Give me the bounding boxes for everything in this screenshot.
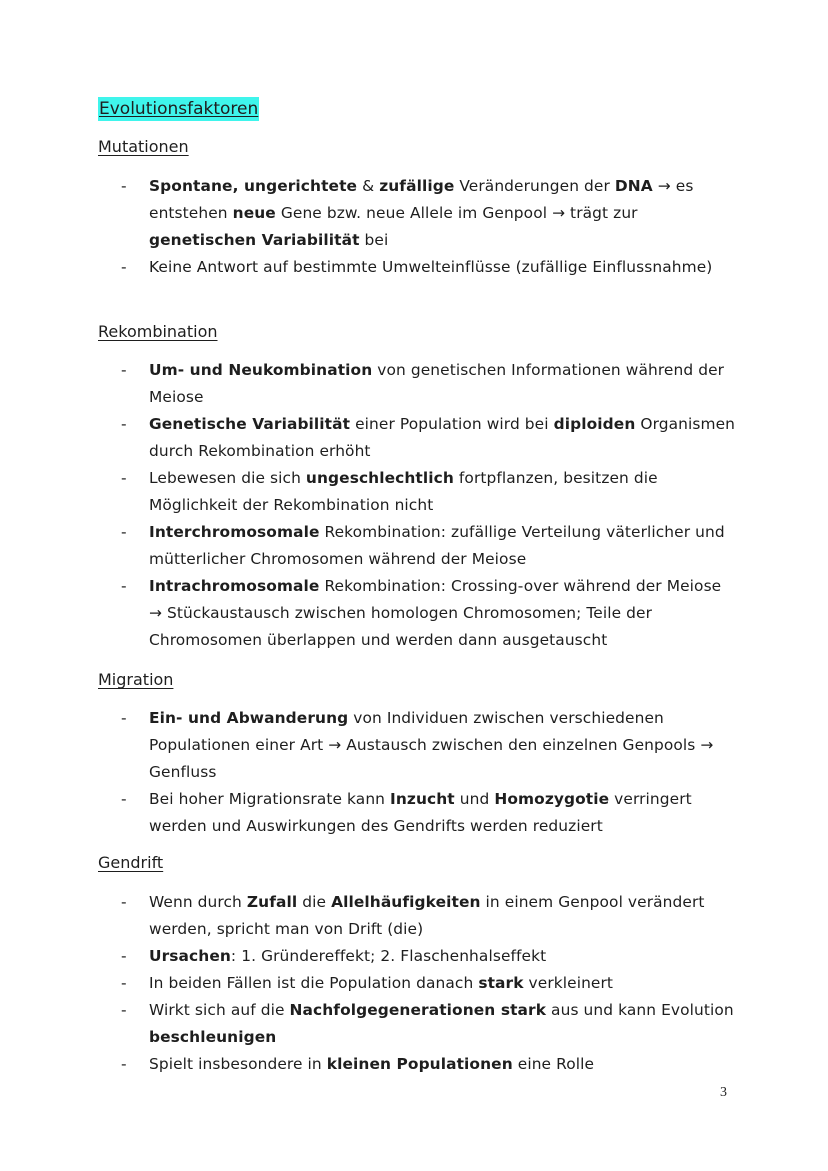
text-segment: : 1. Gründereffekt; 2. Flaschenhalseffekt bbox=[230, 947, 547, 965]
bullet-item bbox=[98, 173, 738, 254]
text-segment: Rekombination: zufällige Verteilung väterlicher und mütterlicher Chromosomen während der Meiose bbox=[149, 523, 725, 568]
text-segment: Wirkt sich auf die bbox=[149, 1001, 290, 1019]
bold-text: Inzucht bbox=[390, 790, 455, 808]
bold-text: Um- und Neukombination bbox=[149, 361, 373, 379]
text-segment: Wenn durch bbox=[149, 893, 247, 911]
bullet-item bbox=[98, 889, 738, 943]
bold-text: DNA bbox=[614, 177, 653, 195]
text-segment: und bbox=[454, 790, 495, 808]
bullet-item bbox=[98, 254, 738, 281]
text-segment: Veränderungen der bbox=[454, 177, 615, 195]
text-segment: Gene bzw. neue Allele im Genpool → trägt zur bbox=[275, 204, 638, 222]
bullet-item bbox=[98, 357, 738, 411]
text-segment: Organismen durch Rekombination erhöht bbox=[149, 415, 736, 460]
bullet-item bbox=[98, 997, 738, 1051]
text-segment: verkleinert bbox=[523, 974, 614, 992]
page-number: 3 bbox=[720, 1085, 727, 1100]
bullet-item bbox=[98, 786, 738, 840]
text-segment: Keine Antwort auf bestimmte Umwelteinflüsse (zufällige Einflussnahme) bbox=[149, 258, 713, 276]
section-heading-migration: Migration bbox=[98, 670, 174, 689]
text-segment: in einem Genpool verändert werden, spricht man von Drift (die) bbox=[149, 893, 705, 938]
text-segment: eine Rolle bbox=[512, 1055, 595, 1073]
text-segment: → es entstehen bbox=[149, 177, 694, 222]
bullet-item bbox=[98, 705, 738, 786]
text-segment: Lebewesen die sich bbox=[149, 469, 306, 487]
bullet-list-migration bbox=[98, 705, 738, 840]
text-segment: die bbox=[297, 893, 332, 911]
text-segment: Rekombination: Crossing-over während der Meiose → Stückaustausch zwischen homologen Chromosomen; Teile der Chromosomen überlappen und werden dann ausgetauscht bbox=[149, 577, 722, 649]
bold-text: stark bbox=[478, 974, 524, 992]
text-segment: von genetischen Informationen während der Meiose bbox=[149, 361, 725, 406]
bold-text: Spontane, ungerichtete bbox=[149, 177, 358, 195]
bullet-item bbox=[98, 519, 738, 573]
text-segment: Bei hoher Migrationsrate kann bbox=[149, 790, 391, 808]
bold-text: Intrachromosomale bbox=[149, 577, 320, 595]
bullet-item bbox=[98, 970, 738, 997]
section-heading-gendrift: Gendrift bbox=[98, 853, 164, 872]
bullet-list-rekombination bbox=[98, 357, 738, 654]
bold-text: Zufall bbox=[246, 893, 298, 911]
bold-text: beschleunigen bbox=[149, 1028, 277, 1046]
text-segment: In beiden Fällen ist die Population danach bbox=[149, 974, 479, 992]
bold-text: diploiden bbox=[553, 415, 636, 433]
text-segment: von Individuen zwischen verschiedenen Populationen einer Art → Austausch zwischen den einzelnen Genpools → Genfluss bbox=[149, 709, 714, 781]
bold-text: Allelhäufigkeiten bbox=[331, 893, 481, 911]
bullet-item bbox=[98, 411, 738, 465]
bold-text: Nachfolgegenerationen stark bbox=[289, 1001, 547, 1019]
section-heading-rekombination: Rekombination bbox=[98, 322, 218, 341]
section-heading-mutationen: Mutationen bbox=[98, 137, 189, 156]
bullet-item bbox=[98, 1051, 738, 1078]
bullet-list-mutationen bbox=[98, 173, 738, 281]
text-segment: bei bbox=[359, 231, 389, 249]
bullet-item bbox=[98, 573, 738, 654]
bold-text: genetischen Variabilität bbox=[149, 231, 360, 249]
text-segment: einer Population wird bei bbox=[350, 415, 554, 433]
text-segment: & bbox=[357, 177, 380, 195]
bullet-item bbox=[98, 465, 738, 519]
text-segment: fortpflanzen, besitzen die Möglichkeit der Rekombination nicht bbox=[149, 469, 658, 514]
bold-text: Homozygotie bbox=[494, 790, 610, 808]
text-segment: verringert werden und Auswirkungen des Gendrifts werden reduziert bbox=[149, 790, 692, 835]
bold-text: zufällige bbox=[379, 177, 455, 195]
bold-text: ungeschlechtlich bbox=[305, 469, 454, 487]
bold-text: Ein- und Abwanderung bbox=[149, 709, 349, 727]
bullet-list-gendrift bbox=[98, 889, 738, 1078]
bold-text: Interchromosomale bbox=[149, 523, 320, 541]
text-segment: aus und kann Evolution bbox=[546, 1001, 734, 1019]
text-segment: Spielt insbesondere in bbox=[149, 1055, 327, 1073]
bold-text: Genetische Variabilität bbox=[149, 415, 351, 433]
bold-text: kleinen Populationen bbox=[326, 1055, 513, 1073]
bullet-item bbox=[98, 943, 738, 970]
bold-text: neue bbox=[232, 204, 276, 222]
bold-text: Ursachen bbox=[149, 947, 231, 965]
document-title: Evolutionsfaktoren bbox=[99, 99, 259, 119]
